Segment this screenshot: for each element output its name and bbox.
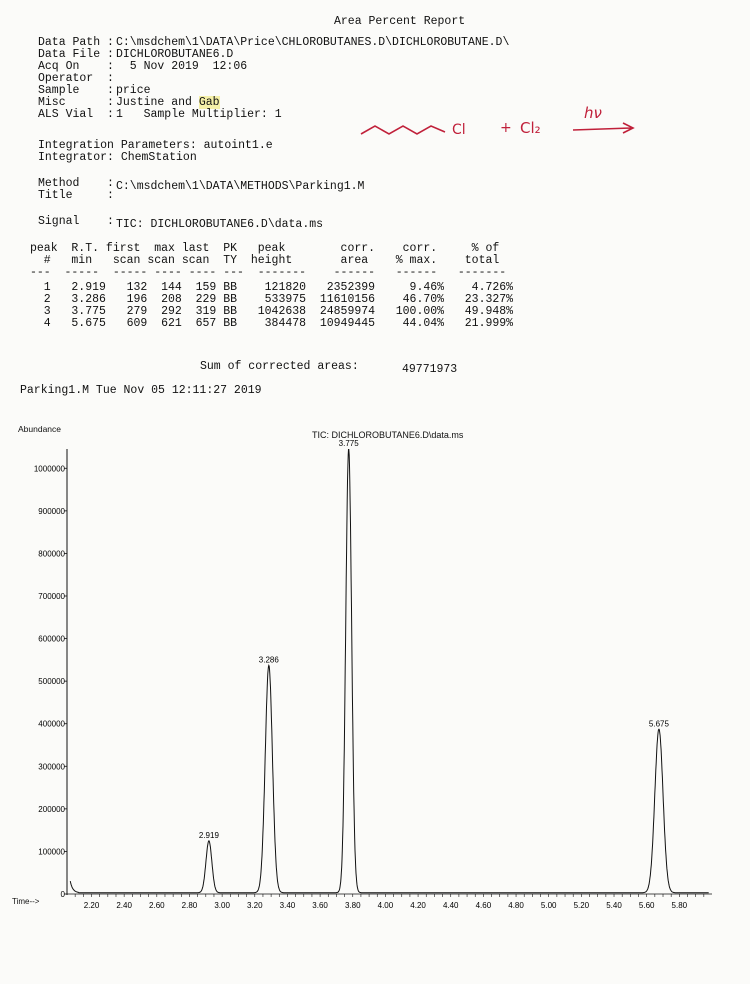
x-tick-label: 2.80 [181,901,198,910]
label-data-path: Data Path : [38,36,114,49]
x-tick-label: 2.60 [149,901,165,910]
zigzag-chain-icon [361,126,445,134]
x-tick-label: 5.40 [606,901,622,910]
y-tick-label: 800000 [38,549,65,559]
x-tick-label: 4.00 [377,901,394,910]
x-tick-label: 4.20 [410,901,426,910]
y-tick-label: 1000000 [33,464,65,474]
x-tick-label: 3.20 [246,901,263,910]
label-misc: Misc : [38,96,114,109]
chart-title: TIC: DICHLOROBUTANE6.D\data.ms [312,430,464,440]
x-tick-label: 5.80 [671,901,688,910]
x-ticks [75,894,704,910]
table-row: 4 5.675 609 621 657 BB 384478 10949445 44.04% 21.999% [30,317,514,330]
x-tick-label: 5.60 [638,901,655,910]
chromatogram-trace [70,450,708,893]
table-row: 2 3.286 196 208 229 BB 533975 11610156 46.70% 23.327% [30,293,514,306]
y-tick-label: 100000 [38,847,65,857]
x-tick-label: 5.00 [540,901,557,910]
x-tick-label: 3.80 [344,901,361,910]
y-tick-label: 700000 [38,592,65,601]
label-als-vial: ALS Vial : [38,108,114,121]
value-data-path: C:\msdchem\1\DATA\Price\CHLOROBUTANES.D\DICHLOROBUTANE.D\ [116,36,510,49]
footer-timestamp: Parking1.M Tue Nov 05 12:11:27 2019 [20,384,262,397]
label-sample: Sample : [38,84,114,97]
y-tick-label: 0 [60,890,65,899]
table-row: 3 3.775 279 292 319 BB 1042638 24859974 100.00% 49.948% [30,305,514,318]
annotation-plus: + [500,120,512,136]
x-tick-label: 2.40 [116,901,132,910]
x-tick-label: 3.60 [312,901,328,910]
x-tick-label: 2.20 [83,901,100,910]
peak-label: 3.286 [258,655,279,665]
misc-text: Justine and [116,96,199,109]
peak-label: 5.675 [648,719,669,729]
label-acq-on: Acq On : [38,60,114,73]
integration-params: Integration Parameters: autoint1.e [38,139,273,152]
y-tick-label: 500000 [38,677,65,687]
annotation-cl2: Cl₂ [520,119,541,137]
chromatogram [0,415,750,940]
label-title: Title : [38,189,114,202]
value-data-file: DICHLOROBUTANE6.D [116,48,234,61]
misc-highlight: Gab [198,96,220,109]
y-ticks [34,464,67,899]
y-tick-label: 300000 [38,762,65,772]
x-tick-label: 4.80 [508,901,524,910]
x-tick-label: 3.00 [214,901,230,910]
y-tick-label: 600000 [38,634,65,644]
x-tick-label: 3.40 [279,901,296,910]
integrator: Integrator: ChemStation [38,151,197,164]
x-axis-label: Time--> [12,897,40,906]
sum-label: Sum of corrected areas: [200,360,359,373]
table-header-2: # min scan scan scan TY height area % max. total [30,254,500,267]
x-tick-label: 4.60 [475,901,492,910]
peak-label: 3.775 [338,439,359,449]
value-method: C:\msdchem\1\DATA\METHODS\Parking1.M [116,180,365,193]
label-operator: Operator : [38,72,114,85]
y-tick-label: 400000 [38,719,65,729]
value-signal: TIC: DICHLOROBUTANE6.D\data.ms [116,218,324,231]
arrow-icon [573,123,633,133]
annotation-cl: Cl [452,122,466,138]
x-tick-label: 5.20 [573,901,590,910]
report-title: Area Percent Report [334,15,466,28]
y-axis-label: Abundance [18,424,62,434]
peak-labels [199,439,670,840]
label-data-file: Data File : [38,48,114,61]
label-method: Method : [38,177,114,190]
sum-value: 49771973 [402,363,458,376]
value-als-vial: 1 Sample Multiplier: 1 [116,108,282,121]
table-row: 1 2.919 132 144 159 BB 121820 2352399 9.46% 4.726% [30,281,514,294]
x-tick-label: 4.40 [442,901,459,910]
table-header-rule: --- ----- ----- ---- ---- --- ------- ------ ------ ------- [30,266,507,279]
label-signal: Signal : [38,215,114,228]
y-tick-label: 900000 [38,506,65,516]
value-sample: price [116,84,151,97]
value-acq-on: 5 Nov 2019 12:06 [116,60,248,73]
table-header-1: peak R.T. first max last PK peak corr. corr. % of [30,242,500,255]
y-tick-label: 200000 [38,804,65,814]
peak-label: 2.919 [198,831,219,841]
annotation-hv: hν [584,104,602,122]
